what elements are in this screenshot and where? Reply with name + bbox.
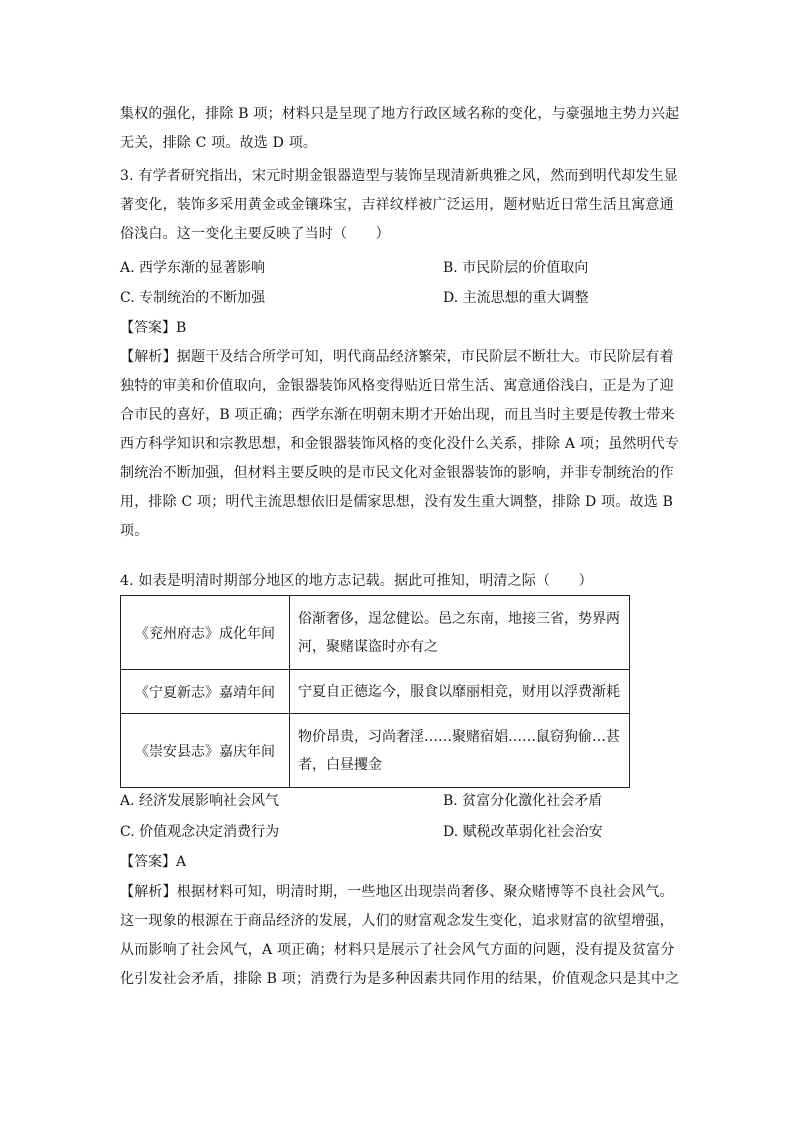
- cell-line: 宁夏自正德迄今，服食以靡丽相竞，财用以浮费渐耗: [298, 683, 620, 700]
- analysis-line: 从而影响了社会风气，A 项正确；材料只是展示了社会风气方面的问题，没有提及贫富分: [120, 942, 675, 958]
- stem-line: 著变化，装饰多采用黄金或金镶珠宝，吉祥纹样被广泛运用，题材贴近日常生活且寓意通: [120, 197, 674, 213]
- previous-analysis: [120, 100, 680, 158]
- analysis-line: 【解析】据题干及结合所学可知，明代商品经济繁荣，市民阶层不断壮大。市民阶层有着: [120, 349, 674, 365]
- q4-option-d: D. 赋税改革弱化社会治安: [443, 824, 603, 840]
- local-gazetteer-table: [120, 595, 630, 788]
- analysis-line: 【解析】根据材料可知，明清时期，一些地区出现崇尚奢侈、聚众赌博等不良社会风气。: [120, 884, 674, 900]
- q4-option-a: A. 经济发展影响社会风气: [120, 793, 280, 809]
- table-row: [121, 714, 630, 788]
- analysis-line: 合市民的喜好，B 项正确；西学东渐在明朝末期才开始出现，而且当时主要是传教士带来: [120, 407, 675, 423]
- cell-line: 者，白昼攫金: [298, 756, 382, 773]
- cell-line: 物价昂贵，习尚奢淫……聚赌宿娼……鼠窃狗偷…甚: [298, 728, 620, 745]
- analysis-line: 制统治不断加强，但材料主要反映的是市民文化对金银器装饰的影响，并非专制统治的作: [120, 465, 674, 481]
- table-cell-source: 《兖州府志》成化年间: [121, 596, 290, 670]
- table-cell-text: [290, 714, 630, 788]
- q3-option-a: A. 西学东渐的显著影响: [120, 260, 266, 276]
- analysis-line: 无关，排除 C 项。故选 D 项。: [120, 135, 318, 151]
- table-cell-text: [290, 596, 630, 670]
- table-cell-text: [290, 670, 630, 714]
- cell-line: 河，聚赌谋盗时亦有之: [298, 638, 438, 655]
- table-cell-source: 《崇安县志》嘉庆年间: [121, 714, 290, 788]
- table-row: [121, 596, 630, 670]
- analysis-line: 用，排除 C 项；明代主流思想依旧是儒家思想，没有发生重大调整，排除 D 项。故选 B: [120, 494, 674, 510]
- analysis-line: 独特的审美和价值取向，金银器装饰风格变得贴近日常生活、寓意通俗浅白，正是为了迎: [120, 378, 674, 394]
- q4-option-c: C. 价值观念决定消费行为: [120, 824, 280, 840]
- stem-line: 俗浅白。这一变化主要反映了当时（ ）: [120, 226, 390, 242]
- stem-line: 3. 有学者研究指出，宋元时期金银器造型与装饰呈现清新典雅之风，然而到明代却发生显: [120, 168, 679, 184]
- q4-answer: 【答案】A: [120, 854, 187, 870]
- q3-option-d: D. 主流思想的重大调整: [443, 290, 589, 306]
- q3-option-b: B. 市民阶层的价值取向: [443, 260, 589, 276]
- q3-answer: 【答案】B: [120, 320, 187, 336]
- table-cell-source: 《宁夏新志》嘉靖年间: [121, 670, 290, 714]
- analysis-line: 化引发社会矛盾，排除 B 项；消费行为是多种因素共同作用的结果，价值观念只是其中之: [120, 971, 680, 987]
- question-3-stem: [120, 162, 680, 249]
- q3-analysis: [120, 343, 680, 546]
- q4-analysis: [120, 878, 680, 994]
- analysis-line: 西方科学知识和宗教思想，和金银器装饰风格的变化没什么关系，排除 A 项；虽然明代专: [120, 436, 680, 452]
- q4-option-b: B. 贫富分化激化社会矛盾: [443, 793, 603, 809]
- table-row: [121, 670, 630, 714]
- cell-line: 俗渐奢侈，逞忿健讼。邑之东南，地接三省，势界两: [298, 610, 620, 627]
- q3-option-c: C. 专制统治的不断加强: [120, 290, 266, 306]
- analysis-line: 项。: [120, 523, 149, 539]
- analysis-line: 这一现象的根源在于商品经济的发展，人们的财富观念发生变化，追求财富的欲望增强，: [120, 913, 674, 929]
- question-4-stem: 4. 如表是明清时期部分地区的地方志记载。据此可推知，明清之际（ ）: [120, 573, 593, 589]
- analysis-line: 集权的强化，排除 B 项；材料只是呈现了地方行政区域名称的变化，与豪强地主势力兴起: [120, 106, 680, 122]
